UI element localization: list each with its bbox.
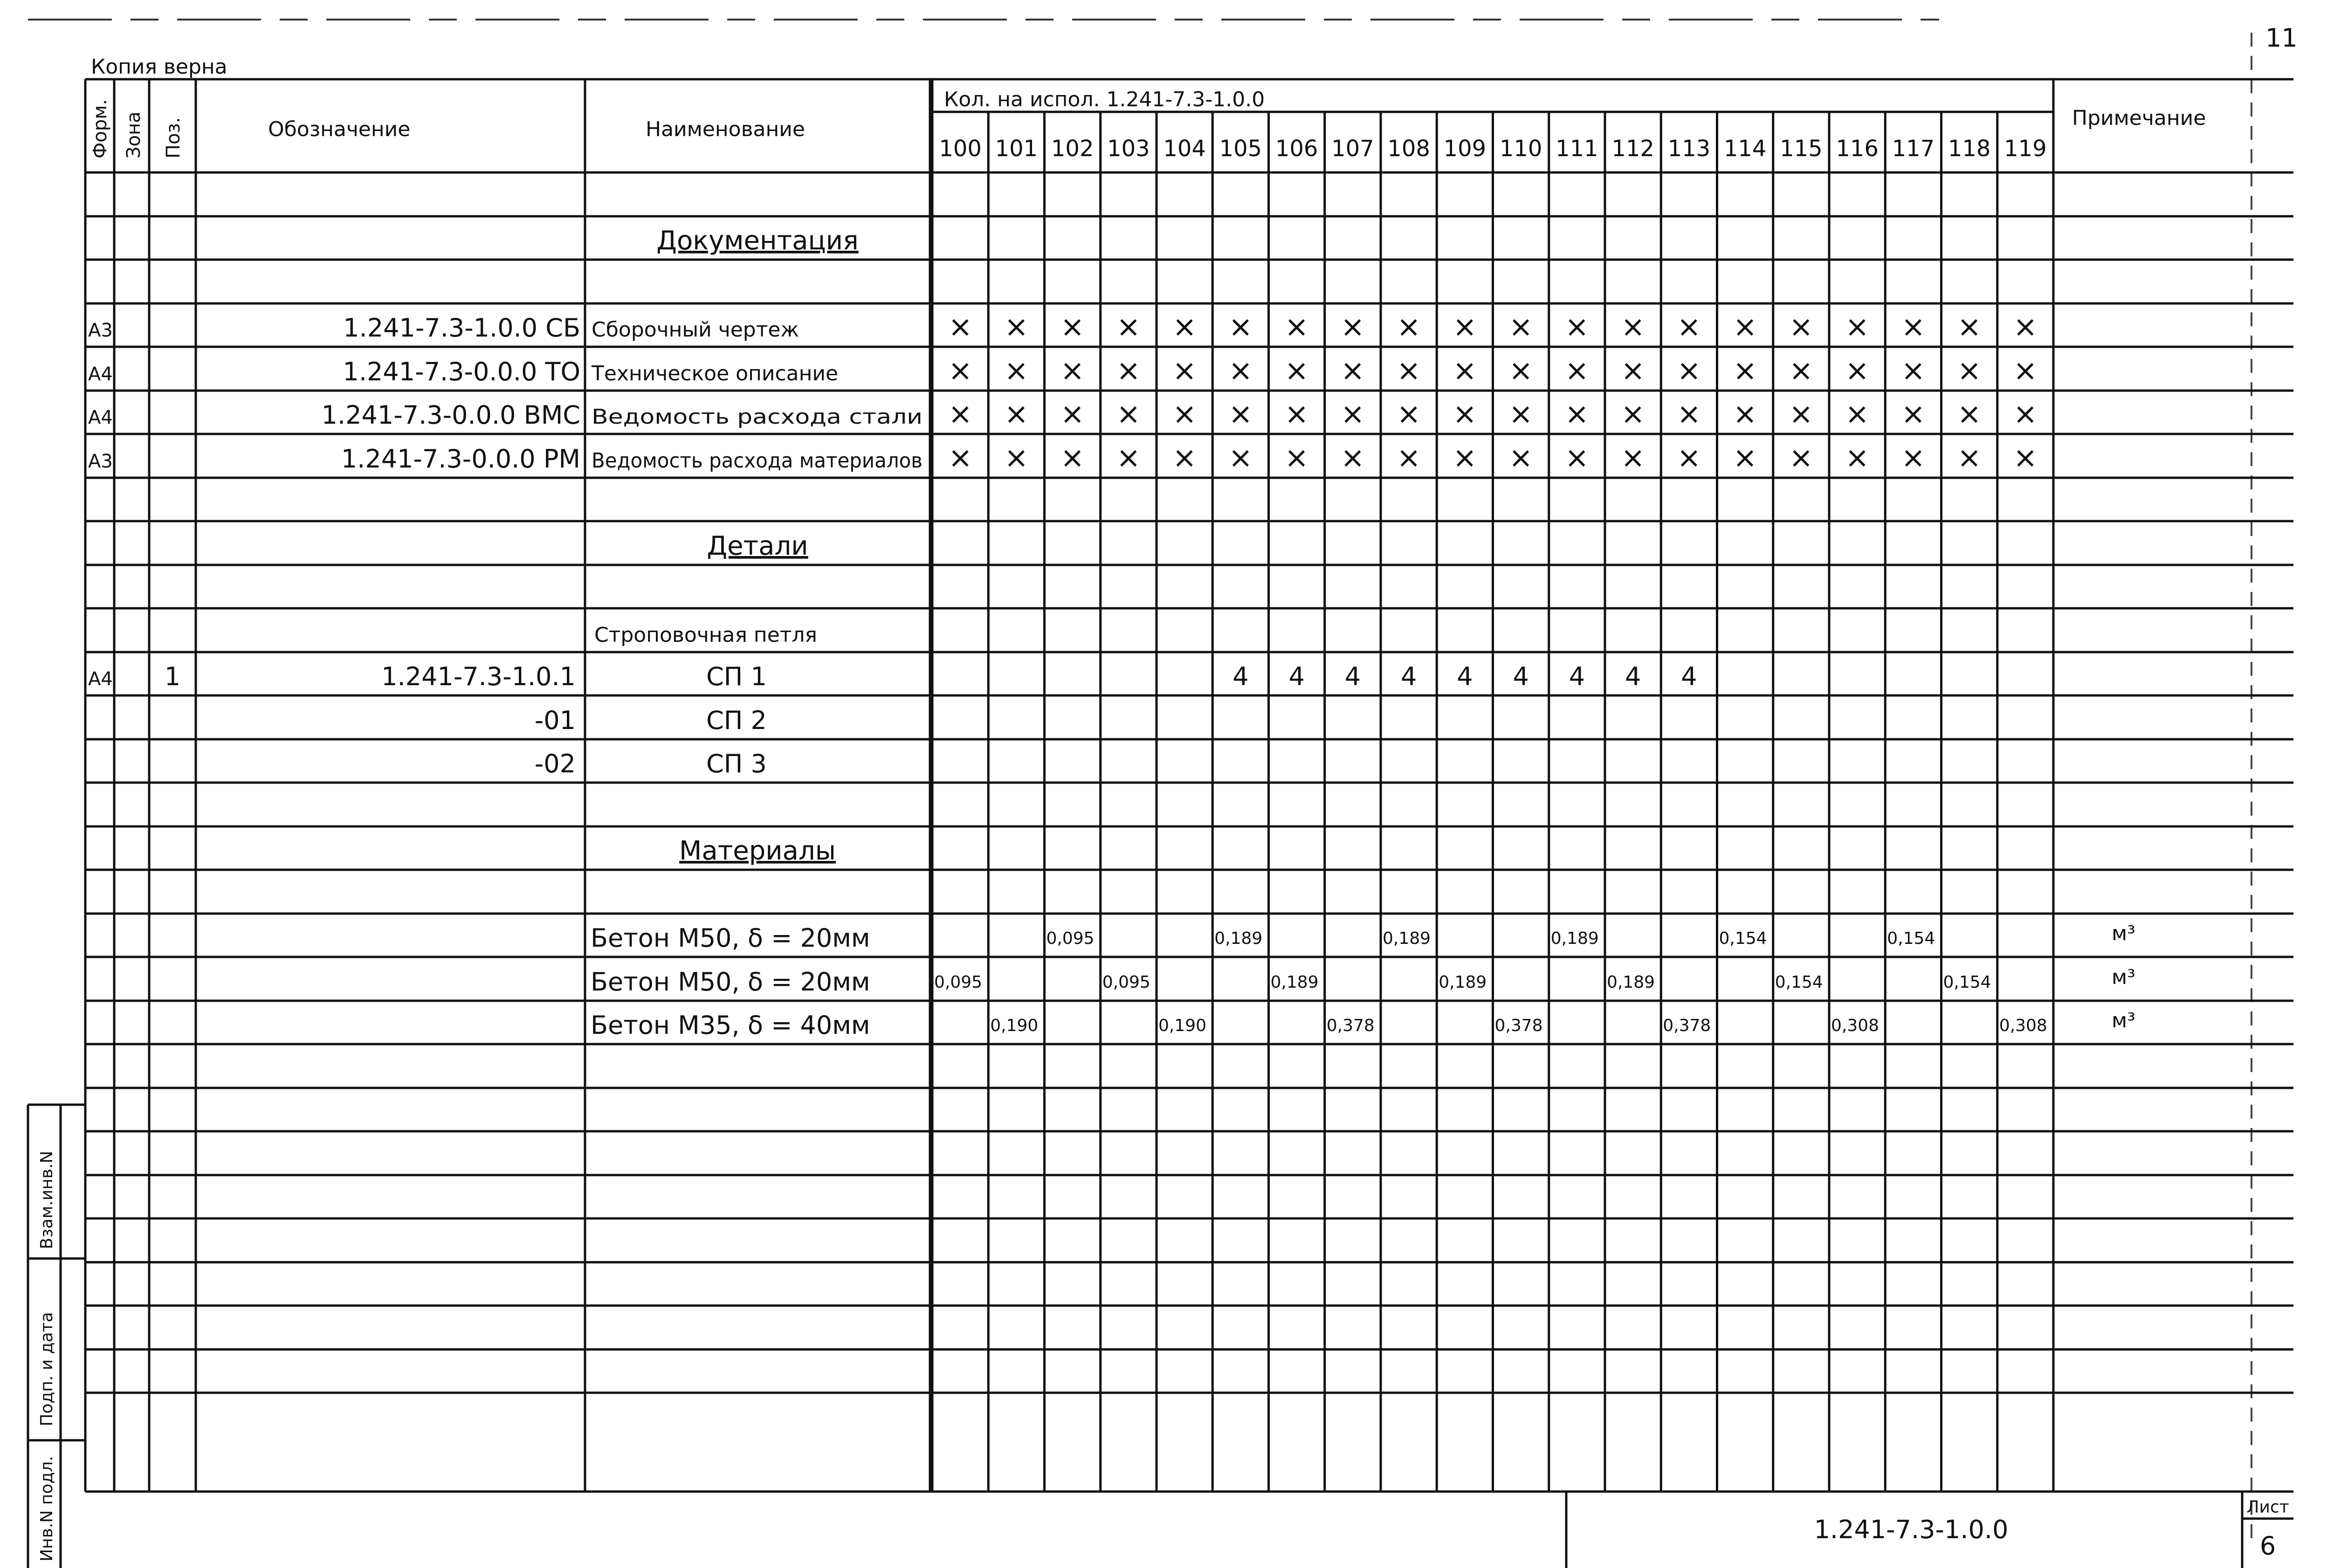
material-row-value: 0,095 — [1102, 973, 1150, 992]
doc-row-mark: × — [1004, 309, 1029, 344]
doc-row-mark: × — [1957, 309, 1982, 344]
material-row-value: 0,154 — [1887, 929, 1935, 948]
doc-row-mark: × — [1508, 353, 1533, 387]
material-row-unit: м³ — [2112, 965, 2135, 989]
header-variant-116: 116 — [1836, 136, 1879, 162]
doc-row-mark: × — [1397, 309, 1421, 344]
part-row-name: СП 1 — [706, 662, 767, 691]
doc-row-mark: × — [1397, 440, 1421, 475]
material-row-name: Бетон М35, δ = 40мм — [591, 1011, 870, 1040]
doc-row-name: Ведомость расхода материалов — [592, 449, 923, 473]
doc-row-mark: × — [1116, 440, 1141, 475]
doc-row-mark: × — [2013, 440, 2038, 475]
doc-row-designation: 1.241-7.3-0.0.0 РМ — [341, 444, 580, 474]
doc-row-mark: × — [1397, 397, 1421, 431]
material-row-value: 0,378 — [1494, 1016, 1543, 1035]
doc-row-mark: × — [948, 397, 973, 431]
doc-row-designation: 1.241-7.3-0.0.0 ТО — [343, 357, 580, 386]
header-qty-group: Кол. на испол. 1.241-7.3-1.0.0 — [944, 88, 1265, 111]
doc-row-mark: × — [1284, 440, 1309, 475]
part-row-designation: -01 — [534, 706, 576, 735]
doc-row-name: Ведомость расхода стали — [592, 405, 923, 429]
title-code: 1.241-7.3-1.0.0 — [1814, 1515, 2009, 1544]
doc-row-mark: × — [1172, 353, 1197, 387]
doc-row-mark: × — [1172, 397, 1197, 431]
copy-note: Копия верна — [91, 55, 227, 79]
doc-row-mark: × — [1397, 353, 1421, 387]
header-name: Наименование — [646, 117, 805, 141]
material-row-value: 0,095 — [1046, 929, 1095, 948]
doc-row-mark: × — [1340, 440, 1365, 475]
header-variant-101: 101 — [995, 136, 1038, 162]
doc-row-mark: × — [1172, 309, 1197, 344]
doc-row-mark: × — [948, 309, 973, 344]
doc-row-mark: × — [1901, 309, 1926, 344]
side-stamp — [28, 1105, 85, 1568]
header-variant-106: 106 — [1275, 136, 1318, 162]
doc-row-mark: × — [1733, 353, 1757, 387]
header-variant-113: 113 — [1667, 136, 1711, 162]
material-row-value: 0,308 — [1999, 1016, 2047, 1035]
header-pos: Поз. — [163, 117, 184, 158]
material-row-value: 0,189 — [1270, 973, 1319, 992]
part-qty-value: 4 — [1569, 662, 1585, 691]
doc-row-mark: × — [1564, 309, 1589, 344]
header-variant-111: 111 — [1556, 136, 1598, 162]
doc-row-mark: × — [948, 353, 973, 387]
material-row-value: 0,189 — [1383, 929, 1431, 948]
doc-row-mark: × — [1453, 353, 1477, 387]
doc-row-mark: × — [1453, 440, 1477, 475]
doc-row-mark: × — [1677, 440, 1701, 475]
doc-row-mark: × — [1453, 397, 1477, 431]
title-sheet-label: Лист — [2246, 1498, 2289, 1517]
material-row-value: 0,308 — [1831, 1016, 1880, 1035]
doc-row-mark: × — [1845, 309, 1870, 344]
doc-row-mark: × — [1060, 397, 1085, 431]
doc-row-mark: × — [1789, 353, 1813, 387]
material-row-value: 0,189 — [1214, 929, 1263, 948]
doc-row-format: А4 — [88, 364, 113, 385]
doc-row-mark: × — [1733, 440, 1757, 475]
header-variant-110: 110 — [1499, 136, 1542, 162]
doc-row-mark: × — [1845, 397, 1870, 431]
material-row-value: 0,095 — [934, 973, 983, 992]
doc-row-mark: × — [1901, 440, 1926, 475]
doc-row-name: Сборочный чертеж — [592, 318, 799, 342]
doc-row-mark: × — [1116, 397, 1141, 431]
doc-row-mark: × — [1564, 397, 1589, 431]
header-variant-105: 105 — [1219, 136, 1262, 162]
stamp-inventory-label: Инв.N подл. — [37, 1456, 56, 1561]
doc-row-mark: × — [1564, 440, 1589, 475]
material-row-value: 0,154 — [1719, 929, 1767, 948]
section-parts: Детали — [707, 531, 808, 561]
doc-row-name: Техническое описание — [592, 362, 839, 385]
doc-row-mark: × — [1845, 440, 1870, 475]
doc-row-mark: × — [2013, 309, 2038, 344]
material-row-unit: м³ — [2112, 922, 2135, 945]
section-materials: Материалы — [679, 836, 836, 866]
doc-row-mark: × — [1004, 353, 1029, 387]
part-qty-value: 4 — [1457, 662, 1473, 691]
header-variant-119: 119 — [2004, 136, 2047, 162]
material-row-value: 0,190 — [1158, 1016, 1207, 1035]
doc-row-mark: × — [1060, 309, 1085, 344]
doc-row-mark: × — [1340, 397, 1365, 431]
doc-row-designation: 1.241-7.3-0.0.0 ВМС — [321, 400, 580, 430]
section-documentation: Документация — [656, 226, 859, 256]
doc-row-mark: × — [1340, 353, 1365, 387]
doc-row-mark: × — [1060, 353, 1085, 387]
doc-row-mark: × — [1116, 309, 1141, 344]
material-row-value: 0,378 — [1663, 1016, 1711, 1035]
doc-row-mark: × — [1733, 309, 1757, 344]
parts-group-label: Строповочная петля — [594, 623, 817, 647]
header-variant-104: 104 — [1163, 136, 1206, 162]
doc-row-mark: × — [1172, 440, 1197, 475]
material-row-value: 0,154 — [1775, 973, 1823, 992]
header-designation: Обозначение — [268, 117, 411, 141]
part-qty-value: 4 — [1625, 662, 1641, 691]
header-variant-115: 115 — [1780, 136, 1823, 162]
part-qty-value: 4 — [1681, 662, 1697, 691]
part-qty-value: 4 — [1232, 662, 1249, 691]
doc-row-mark: × — [1621, 397, 1645, 431]
doc-row-mark: × — [1004, 397, 1029, 431]
doc-row-mark: × — [1564, 353, 1589, 387]
doc-row-mark: × — [1957, 440, 1982, 475]
part-qty-value: 4 — [1344, 662, 1361, 691]
part-qty-value: 4 — [1400, 662, 1417, 691]
header-variant-114: 114 — [1723, 136, 1767, 162]
doc-row-mark: × — [1901, 397, 1926, 431]
doc-row-format: А3 — [88, 451, 113, 472]
doc-row-mark: × — [2013, 397, 2038, 431]
header-variant-117: 117 — [1892, 136, 1935, 162]
header-note: Примечание — [2072, 106, 2206, 130]
header-variant-107: 107 — [1331, 136, 1374, 162]
doc-row-mark: × — [1228, 309, 1253, 344]
part-row-format: А4 — [88, 668, 113, 690]
part-row-pos: 1 — [164, 662, 181, 691]
doc-row-mark: × — [1284, 353, 1309, 387]
doc-row-mark: × — [1621, 309, 1645, 344]
title-sheet-number: 6 — [2259, 1531, 2276, 1561]
material-row-value: 0,189 — [1607, 973, 1655, 992]
part-row-designation: -02 — [534, 749, 576, 778]
header-variant-108: 108 — [1387, 136, 1430, 162]
doc-row-mark: × — [1284, 397, 1309, 431]
doc-row-mark: × — [1116, 353, 1141, 387]
doc-row-designation: 1.241-7.3-1.0.0 СБ — [343, 313, 580, 343]
doc-row-mark: × — [1508, 397, 1533, 431]
material-row-value: 0,190 — [990, 1016, 1039, 1035]
doc-row-mark: × — [1677, 397, 1701, 431]
header-zone: Зона — [123, 111, 145, 158]
title-block — [85, 1492, 2293, 1568]
sheet-corner-number: 11 — [2265, 23, 2298, 53]
doc-row-mark: × — [1677, 309, 1701, 344]
doc-row-mark: × — [1789, 397, 1813, 431]
doc-row-mark: × — [1228, 440, 1253, 475]
doc-row-mark: × — [1733, 397, 1757, 431]
material-row-value: 0,154 — [1943, 973, 1991, 992]
material-row-value: 0,189 — [1550, 929, 1599, 948]
part-qty-value: 4 — [1288, 662, 1305, 691]
doc-row-format: А4 — [88, 407, 113, 428]
header-variant-100: 100 — [939, 136, 982, 162]
doc-row-mark: × — [1228, 353, 1253, 387]
part-qty-value: 4 — [1513, 662, 1529, 691]
part-row-name: СП 2 — [706, 706, 767, 735]
header-variant-103: 103 — [1107, 136, 1150, 162]
doc-row-mark: × — [1508, 309, 1533, 344]
doc-row-mark: × — [1340, 309, 1365, 344]
part-row-name: СП 3 — [706, 749, 767, 778]
specification-table — [85, 79, 2293, 1492]
doc-row-mark: × — [1677, 353, 1701, 387]
doc-row-mark: × — [1957, 397, 1982, 431]
doc-row-mark: × — [1901, 353, 1926, 387]
doc-row-mark: × — [1284, 309, 1309, 344]
stamp-signature-label: Подп. и дата — [37, 1312, 56, 1426]
doc-row-mark: × — [1845, 353, 1870, 387]
doc-row-mark: × — [1453, 309, 1477, 344]
header-variant-109: 109 — [1443, 136, 1487, 162]
material-row-name: Бетон М50, δ = 20мм — [591, 967, 870, 997]
material-row-unit: м³ — [2112, 1009, 2135, 1032]
doc-row-mark: × — [1004, 440, 1029, 475]
header-variant-102: 102 — [1051, 136, 1094, 162]
doc-row-mark: × — [1789, 309, 1813, 344]
doc-row-mark: × — [1060, 440, 1085, 475]
doc-row-mark: × — [1621, 440, 1645, 475]
material-row-name: Бетон М50, δ = 20мм — [591, 923, 870, 953]
doc-row-mark: × — [1789, 440, 1813, 475]
doc-row-mark: × — [1957, 353, 1982, 387]
doc-row-mark: × — [1621, 353, 1645, 387]
doc-row-mark: × — [1228, 397, 1253, 431]
material-row-value: 0,189 — [1439, 973, 1487, 992]
part-row-designation: 1.241-7.3-1.0.1 — [381, 662, 576, 691]
stamp-replace-label: Взам.инв.N — [37, 1150, 56, 1249]
header-format: Форм. — [90, 99, 111, 158]
doc-row-format: А3 — [88, 320, 113, 341]
header-variant-112: 112 — [1611, 136, 1654, 162]
material-row-value: 0,378 — [1326, 1016, 1375, 1035]
doc-row-mark: × — [1508, 440, 1533, 475]
doc-row-mark: × — [948, 440, 973, 475]
header-variant-118: 118 — [1948, 136, 1991, 162]
doc-row-mark: × — [2013, 353, 2038, 387]
